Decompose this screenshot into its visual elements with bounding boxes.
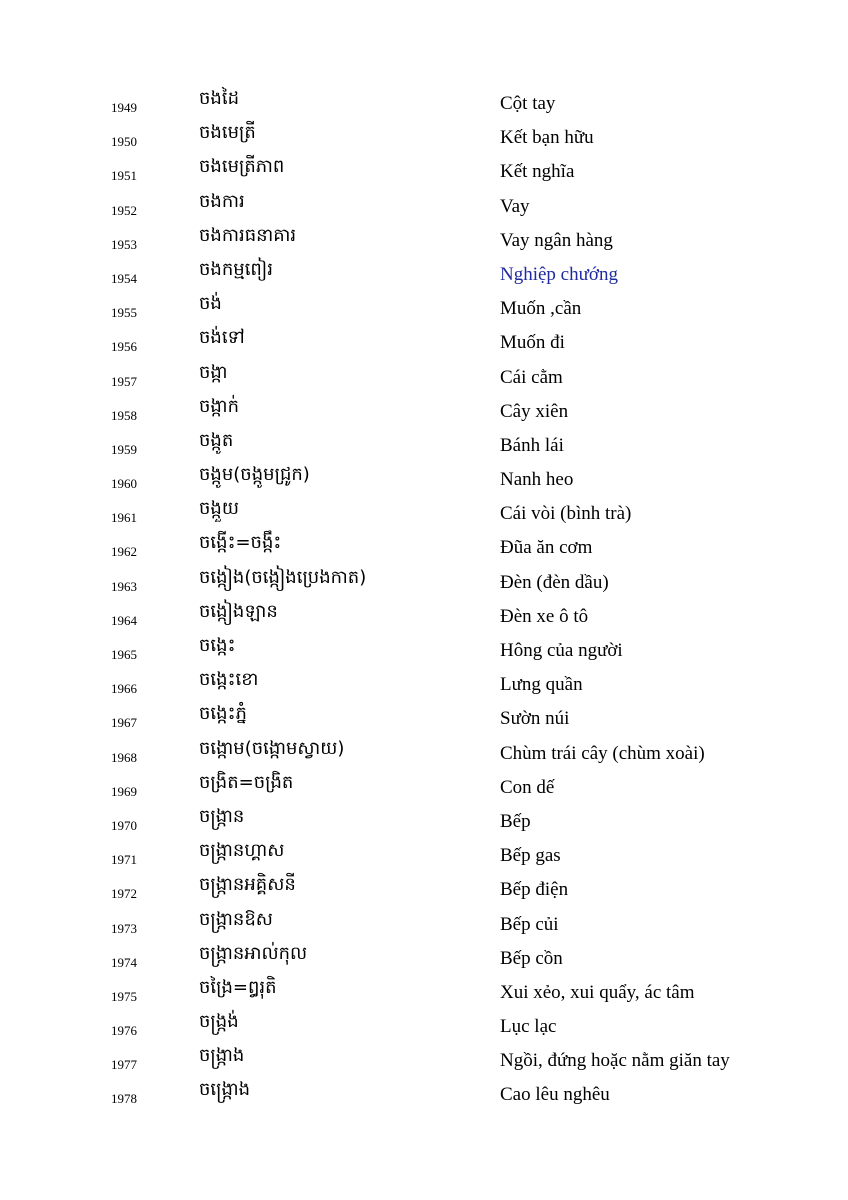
khmer-term: ចង្កា xyxy=(199,361,228,383)
dictionary-entry-row xyxy=(0,223,848,257)
vietnamese-translation: Muốn đi xyxy=(500,332,565,354)
vietnamese-translation: Muốn ,cần xyxy=(500,298,582,320)
entry-number: 1971 xyxy=(111,852,137,868)
dictionary-entry-row xyxy=(0,1077,848,1111)
entry-number: 1956 xyxy=(111,339,137,355)
khmer-term: ចងមេត្រី xyxy=(199,122,256,144)
entry-number: 1955 xyxy=(111,305,137,321)
dictionary-entry-row xyxy=(0,975,848,1009)
vietnamese-translation: Cái vòi (bình trà) xyxy=(500,503,632,525)
khmer-term: ចង្កៀង(ចង្កៀងប្រេងកាត) xyxy=(199,566,367,588)
entry-number: 1951 xyxy=(111,168,137,184)
dictionary-entry-list xyxy=(0,86,848,1112)
khmer-term: ចង្រ្កង់ xyxy=(199,1011,239,1033)
entry-number: 1949 xyxy=(111,100,137,115)
vietnamese-translation: Đũa ăn cơm xyxy=(500,537,593,559)
khmer-term: ចង្ក្រាន xyxy=(199,805,245,827)
entry-number: 1970 xyxy=(111,817,137,833)
entry-number: 1965 xyxy=(111,647,137,662)
khmer-term: ចង្កៀងឡាន xyxy=(199,600,278,622)
entry-number: 1977 xyxy=(111,1057,137,1073)
dictionary-entry-row xyxy=(0,633,848,667)
dictionary-entry-row xyxy=(0,599,848,633)
khmer-term: ចង្កូត xyxy=(199,429,234,451)
dictionary-entry-row xyxy=(0,1009,848,1043)
vietnamese-translation: Đèn (đèn dầu) xyxy=(500,571,609,593)
dictionary-entry-row xyxy=(0,941,848,975)
vietnamese-translation: Ngồi, đứng hoặc nằm giăn tay xyxy=(500,1050,730,1072)
vietnamese-translation: Nanh heo xyxy=(500,469,574,491)
khmer-term: ចង្ក្រានអគ្គិសនី xyxy=(199,874,296,896)
entry-number: 1964 xyxy=(111,612,137,628)
vietnamese-translation: Vay ngân hàng xyxy=(500,229,613,251)
dictionary-entry-row xyxy=(0,291,848,325)
vietnamese-translation: Cái cằm xyxy=(500,366,563,388)
vietnamese-translation: Cột tay xyxy=(500,93,556,114)
dictionary-entry-row xyxy=(0,872,848,906)
vietnamese-translation: Cao lêu nghêu xyxy=(500,1084,610,1106)
khmer-term: ចង្កេះភ្នំ xyxy=(199,703,247,725)
vietnamese-translation: Bếp gas xyxy=(500,845,561,867)
entry-number: 1976 xyxy=(111,1023,137,1039)
vietnamese-translation: Lục lạc xyxy=(500,1016,557,1038)
entry-number: 1953 xyxy=(111,236,137,252)
vietnamese-translation: Bánh lái xyxy=(500,434,564,456)
dictionary-entry-row xyxy=(0,701,848,735)
khmer-term: ចង្ក្រានអាល់កុល xyxy=(199,942,308,964)
vietnamese-translation: Vay xyxy=(500,195,530,217)
khmer-term: ចង្ក្រានឱស xyxy=(199,908,273,930)
entry-number: 1969 xyxy=(111,783,137,799)
dictionary-entry-row xyxy=(0,325,848,359)
dictionary-entry-row xyxy=(0,1043,848,1077)
entry-number: 1952 xyxy=(111,202,137,218)
khmer-term: ចង្កើះ=ចង្កឹះ xyxy=(199,532,282,554)
entry-number: 1963 xyxy=(111,578,137,594)
vietnamese-translation: Bếp xyxy=(500,810,531,832)
vietnamese-translation: Lưng quần xyxy=(500,674,583,696)
dictionary-entry-row xyxy=(0,462,848,496)
entry-number: 1975 xyxy=(111,988,137,1004)
dictionary-entry-row xyxy=(0,838,848,872)
dictionary-entry-row xyxy=(0,496,848,530)
dictionary-entry-row xyxy=(0,804,848,838)
vietnamese-translation: Kết nghĩa xyxy=(500,161,575,183)
dictionary-entry-row xyxy=(0,428,848,462)
entry-number: 1974 xyxy=(111,954,137,970)
dictionary-entry-row xyxy=(0,257,848,291)
entry-number: 1978 xyxy=(111,1091,137,1107)
khmer-term: ចង្កូម(ចង្កូមជ្រូក) xyxy=(199,464,310,486)
entry-number: 1967 xyxy=(111,715,137,731)
entry-number: 1959 xyxy=(111,441,137,457)
khmer-term: ចង្កេះខោ xyxy=(199,669,259,691)
vietnamese-translation: Con dế xyxy=(500,776,555,798)
dictionary-entry-row xyxy=(0,530,848,564)
khmer-term: ចង្រ្កាង xyxy=(199,1045,245,1067)
dictionary-entry-row xyxy=(0,736,848,770)
khmer-term: ចង្រៃ=ឰរុតិ xyxy=(199,976,277,998)
khmer-term: ចង់ទៅ xyxy=(199,327,245,349)
entry-number: 1968 xyxy=(111,749,137,765)
dictionary-entry-row xyxy=(0,394,848,428)
khmer-term: ចង្កាក់ xyxy=(199,395,239,417)
vietnamese-translation: Chùm trái cây (chùm xoài) xyxy=(500,742,705,764)
vietnamese-translation: Đèn xe ô tô xyxy=(500,605,589,627)
khmer-term: ចងដៃ xyxy=(199,88,239,109)
vietnamese-translation: Sườn núi xyxy=(500,708,570,730)
khmer-term: ចង្កួយ xyxy=(199,498,239,520)
khmer-term: ចង់ xyxy=(199,293,222,315)
entry-number: 1972 xyxy=(111,886,137,902)
entry-number: 1961 xyxy=(111,510,137,526)
dictionary-entry-row xyxy=(0,120,848,154)
vietnamese-translation: Cây xiên xyxy=(500,400,569,422)
dictionary-entry-row xyxy=(0,565,848,599)
entry-number: 1957 xyxy=(111,373,137,389)
dictionary-entry-row xyxy=(0,770,848,804)
vietnamese-translation: Hông của người xyxy=(500,640,623,661)
khmer-term: ចង្កេះ xyxy=(199,635,236,656)
vietnamese-translation: Bếp cồn xyxy=(500,947,563,969)
entry-number: 1973 xyxy=(111,920,137,936)
khmer-term: ចងការធនាគារ xyxy=(199,224,297,246)
entry-number: 1960 xyxy=(111,476,137,492)
dictionary-entry-row xyxy=(0,907,848,941)
khmer-term: ចង្រិត=ចង្រិត xyxy=(199,771,294,793)
entry-number: 1950 xyxy=(111,134,137,150)
khmer-term: ចងមេត្រីភាព xyxy=(199,156,285,178)
entry-number: 1954 xyxy=(111,270,137,286)
vietnamese-translation: Bếp điện xyxy=(500,879,569,901)
vietnamese-translation: Xui xẻo, xui quẩy, ác tâm xyxy=(500,981,695,1003)
khmer-term: ចង្រ្កោង xyxy=(199,1079,251,1101)
entry-number: 1958 xyxy=(111,407,137,423)
dictionary-entry-row xyxy=(0,86,848,120)
khmer-term: ចង្ក្រានហ្គាស xyxy=(199,840,285,862)
dictionary-entry-row xyxy=(0,667,848,701)
entry-number: 1962 xyxy=(111,544,137,560)
khmer-term: ចង្កោម(ចង្កោមស្វាយ) xyxy=(199,737,345,759)
vietnamese-translation: Kết bạn hữu xyxy=(500,127,594,149)
khmer-term: ចងការ xyxy=(199,190,245,212)
vietnamese-translation: Nghiệp chướng xyxy=(500,263,618,285)
entry-number: 1966 xyxy=(111,681,137,697)
vietnamese-translation: Bếp củi xyxy=(500,913,559,935)
khmer-term: ចងកម្មពៀរ xyxy=(199,258,273,280)
dictionary-entry-row xyxy=(0,189,848,223)
dictionary-entry-row xyxy=(0,154,848,188)
dictionary-entry-row xyxy=(0,360,848,394)
